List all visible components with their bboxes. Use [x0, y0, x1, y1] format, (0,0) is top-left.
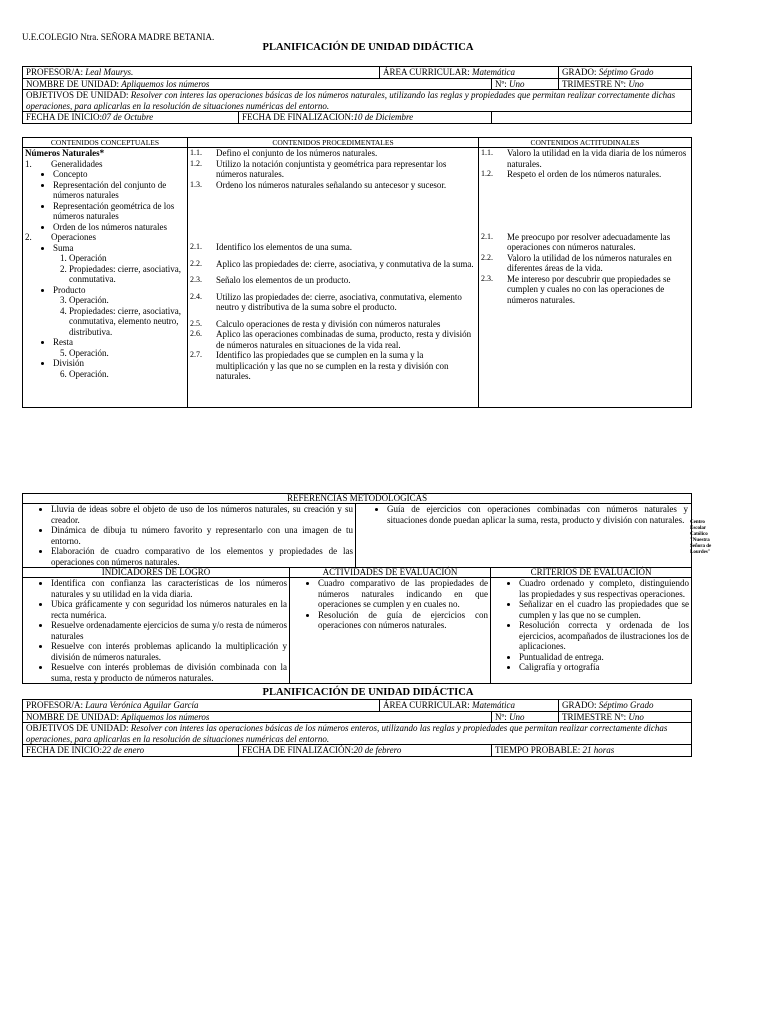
list-item: • Representación geométrica de los números naturales — [53, 201, 185, 222]
plan1-unidad-cell: NOMBRE DE UNIDAD: Apliquemos los números — [23, 78, 492, 90]
list-item: • Resta 5. Operación. — [53, 337, 185, 358]
list-item: 1. Operación — [69, 253, 185, 264]
plan1-fin-cell: FECHA DE FINALIZACION:10 de Diciembre — [239, 112, 492, 124]
plan1-grado-cell: GRADO: Séptimo Grado — [559, 67, 692, 79]
plan2-title: PLANIFICACIÓN DE UNIDAD DIDÁCTICA — [262, 687, 474, 698]
referencias-table — [22, 493, 692, 684]
list-item: • Resuelve con interés problemas de división combinada con la suma, resta y producto de números naturales. — [51, 662, 287, 683]
list-item: 5. Operación. — [69, 348, 185, 359]
proc-item: 2.1. Identifico los elementos de una suma. — [190, 242, 352, 252]
head-criterios: CRITERIOS DE EVALUACIÓN — [491, 568, 692, 578]
act-item: 1.1. Valoro la utilidad en la vida diaria de los números naturales. — [481, 148, 687, 169]
plan2-objetivos-cell: OBJETIVOS DE UNIDAD: Resolver con interes las operaciones básicas de los números enteros, utilizando las reglas y propiedades que permitan realizar correctamente dichas operaciones, para aplicarlas en la resolución de situaciones numéricas del entorno. — [23, 723, 692, 745]
page-title: PLANIFICACIÓN DE UNIDAD DIDÁCTICA — [262, 42, 474, 53]
plan1-objetivos: Resolver con interes las operaciones básicas de los números naturales, utilizando las reglas y propiedades que permitan realizar correctamente dichas operaciones, para aplicarlas en la resolución de situaciones numéricas del entorno. — [26, 90, 676, 111]
actividades-cell — [290, 578, 491, 684]
actitudinales-cell — [479, 148, 692, 408]
plan2-inicio-cell: FECHA DE INICIO:22 de enero — [23, 745, 239, 757]
plan2-tiempo-cell: TIEMPO PROBABLE: 21 horas — [492, 745, 692, 757]
proc-item: 1.2. Utilizo la notación conjuntista y geométrica para representar los números naturales. — [190, 158, 447, 179]
side-note: Centro Escolar Católico "Nuestra Señora de Lourdes" — [690, 520, 712, 555]
list-item: • Orden de los números naturales — [53, 222, 185, 233]
criterios-cell — [491, 578, 692, 684]
plan1-header-table — [22, 66, 692, 124]
list-item: • División 6. Operación. — [53, 358, 185, 379]
concept-title: Números Naturales* — [25, 148, 105, 158]
plan2-header-table — [22, 699, 692, 757]
list-item: • Identifica con confianza las características de los números naturales y su utilidad en la vida diaria. — [51, 578, 287, 599]
plan1-profesor-cell: PROFESOR/A: Leal Maurys. — [23, 67, 380, 79]
plan2-grado-cell: GRADO: Séptimo Grado — [559, 700, 692, 712]
plan2-area-cell: ÁREA CURRICULAR: Matemática — [380, 700, 559, 712]
plan1-inicio-cell: FECHA DE INICIO:07 de Octubre — [23, 112, 239, 124]
list-item: • Suma 1. Operación 2. Propiedades: cierre, asociativa, conmutativa. — [53, 243, 185, 285]
plan1-blank-cell — [492, 112, 692, 124]
act-item: 2.1. Me preocupo por resolver adecuadamente las operaciones con números naturales. — [481, 231, 671, 252]
list-item: • Puntualidad de entrega. — [519, 652, 689, 663]
proc-item: 2.5. Calculo operaciones de resta y división con números naturales — [190, 318, 441, 329]
proc-item: 2.7. Identifico las propiedades que se cumplen en la suma y la multiplicación y las que no se cumplen en la resta y división con naturales. — [190, 350, 449, 381]
list-item: 4. Propiedades: cierre, asociativa, conmutativa, elemento neutro, distributiva. — [69, 306, 185, 338]
contents-table — [22, 137, 692, 408]
plan2-area: Matemática — [472, 700, 516, 710]
head-indicadores: INDICADORES DE LOGRO — [23, 568, 290, 578]
generalidades-list — [25, 169, 185, 232]
head-actitudinales: CONTENIDOS ACTITUDINALES — [479, 138, 692, 148]
list-item: 2. Propiedades: cierre, asociativa, conmutativa. — [69, 264, 185, 285]
list-item: 3. Operación. — [69, 295, 185, 306]
list-item: • Lluvia de ideas sobre el objeto de uso de los números naturales, su creación y su creador. — [51, 504, 353, 525]
plan1-area-cell: ÁREA CURRICULAR: Matemática — [380, 67, 559, 79]
plan1-profesor: Leal Maurys. — [85, 67, 134, 77]
act-item: 1.2. Respeto el orden de los números naturales. — [481, 169, 662, 179]
proc-item: 2.4. Utilizo las propiedades de: cierre, asociativa, conmutativa, elemento neutro y distributiva de la suma sobre el producto. — [190, 291, 462, 312]
list-item: • Representación del conjunto de números naturales — [53, 180, 185, 201]
list-item: • Concepto — [53, 169, 185, 180]
list-item: • Producto 3. Operación. 4. Propiedades: cierre, asociativa, conmutativa, elemento neutro, distributiva. — [53, 285, 185, 338]
plan1-area: Matemática — [472, 67, 516, 77]
conceptuales-cell — [23, 148, 188, 408]
concept-operaciones: 2. Operaciones — [25, 232, 96, 242]
school-name: U.E.COLEGIO Ntra. SEÑORA MADRE BETANIA. — [22, 32, 215, 42]
referencias-left-cell — [23, 504, 356, 568]
list-item: • Cuadro comparativo de las propiedades de números naturales indicando en que operaciones se cumplen y en cuales no. — [318, 578, 488, 610]
list-item: • Resolución correcta y ordenada de los ejercicios, acompañados de ilustraciones los de aplicaciones. — [519, 620, 689, 652]
proc-item: 2.3. Señalo los elementos de un producto. — [190, 275, 351, 285]
plan2-unidad: Apliquemos los números — [121, 711, 210, 722]
plan2-grado: Séptimo Grado — [598, 700, 654, 710]
concept-generalidades: 1. Generalidades — [25, 158, 103, 169]
head-procedimentales: CONTENIDOS PROCEDIMENTALES — [188, 138, 479, 148]
list-item: • Cuadro ordenado y completo, distinguiendo las propiedades y sus respectivas operaciones. — [519, 578, 689, 599]
plan2-unidad-cell: NOMBRE DE UNIDAD: Apliquemos los números — [23, 711, 492, 723]
plan1-grado: Séptimo Grado — [598, 67, 654, 77]
list-item: • Dinámica de dibuja tu número favorito y representarlo con una imagen de tu entorno. — [51, 525, 353, 546]
operaciones-list — [25, 243, 185, 380]
proc-item: 2.2. Aplico las propiedades de: cierre, asociativa, y conmutativa de la suma. — [190, 258, 474, 269]
plan2-fin-cell: FECHA DE FINALIZACIÓN:20 de febrero — [239, 745, 492, 757]
list-item: 6. Operación. — [69, 369, 185, 380]
act-item: 2.2. Valoro la utilidad de los números naturales en diferentes áreas de la vida. — [481, 252, 672, 273]
list-item: • Elaboración de cuadro comparativo de los elementos y propiedades de las operaciones con números naturales. — [51, 546, 353, 567]
head-actividades: ACTIVIDADES DE EVALUACIÓN — [290, 568, 491, 578]
list-item: • Resolución de guía de ejercicios con operaciones con números naturales. — [318, 610, 488, 631]
plan1-objetivos-cell: OBJETIVOS DE UNIDAD: Resolver con interes las operaciones básicas de los números naturales, utilizando las reglas y propiedades que permitan realizar correctamente dichas operaciones, para aplicarlas en la resolución de situaciones numéricas del entorno. — [23, 90, 692, 112]
plan1-trimestre-cell: TRIMESTRE Nº: Uno — [559, 78, 692, 90]
proc-item: 2.6. Aplico las operaciones combinadas de suma, producto, resta y división de números naturales en situaciones de la vida real. — [190, 329, 472, 350]
proc-item: 1.3. Ordeno los números naturales señalando su antecesor y sucesor. — [190, 179, 447, 190]
proc-item: 1.1. Defino el conjunto de los números naturales. — [190, 148, 378, 158]
plan2-profesor-cell: PROFESOR/A: Laura Verónica Aguilar García — [23, 700, 380, 712]
list-item: • Caligrafía y ortografía — [519, 662, 689, 673]
plan2-num-cell: Nº: Uno — [492, 711, 559, 723]
list-item: • Señalizar en el cuadro las propiedades que se cumplen y las que no se cumplen. — [519, 599, 689, 620]
list-item: • Resuelve ordenadamente ejercicios de suma y/o resta de números naturales — [51, 620, 287, 641]
head-conceptuales: CONTENIDOS CONCEPTUALES — [23, 138, 188, 148]
procedimentales-cell — [188, 148, 479, 408]
indicadores-cell — [23, 578, 290, 684]
referencias-right-cell — [356, 504, 692, 568]
plan2-trimestre-cell: TRIMESTRE Nº: Uno — [559, 711, 692, 723]
act-item: 2.3. Me intereso por descubrir que propiedades se cumplen y cuales no con las operaciones de números naturales. — [481, 273, 671, 305]
list-item: • Resuelve con interés problemas aplicando la multiplicación y división de números naturales. — [51, 641, 287, 662]
plan2-profesor: Laura Verónica Aguilar García — [85, 700, 199, 710]
list-item: • Guía de ejercicios con operaciones combinadas con números naturales y situaciones donde puedan aplicar la suma, resta, producto y división con naturales. — [387, 504, 688, 525]
plan1-unidad: Apliquemos los números — [121, 78, 210, 89]
head-referencias: REFERENCIAS METODOLOGICAS — [23, 494, 692, 504]
plan1-num-cell: Nº: Uno — [492, 78, 559, 90]
list-item: • Ubica gráficamente y con seguridad los números naturales en la recta numérica. — [51, 599, 287, 620]
plan2-objetivos: Resolver con interes las operaciones básicas de los números enteros, utilizando las reglas y propiedades que permitan realizar correctamente dichas operaciones, para aplicarlas en la resolución de situaciones numéricas del entorno. — [26, 723, 668, 744]
